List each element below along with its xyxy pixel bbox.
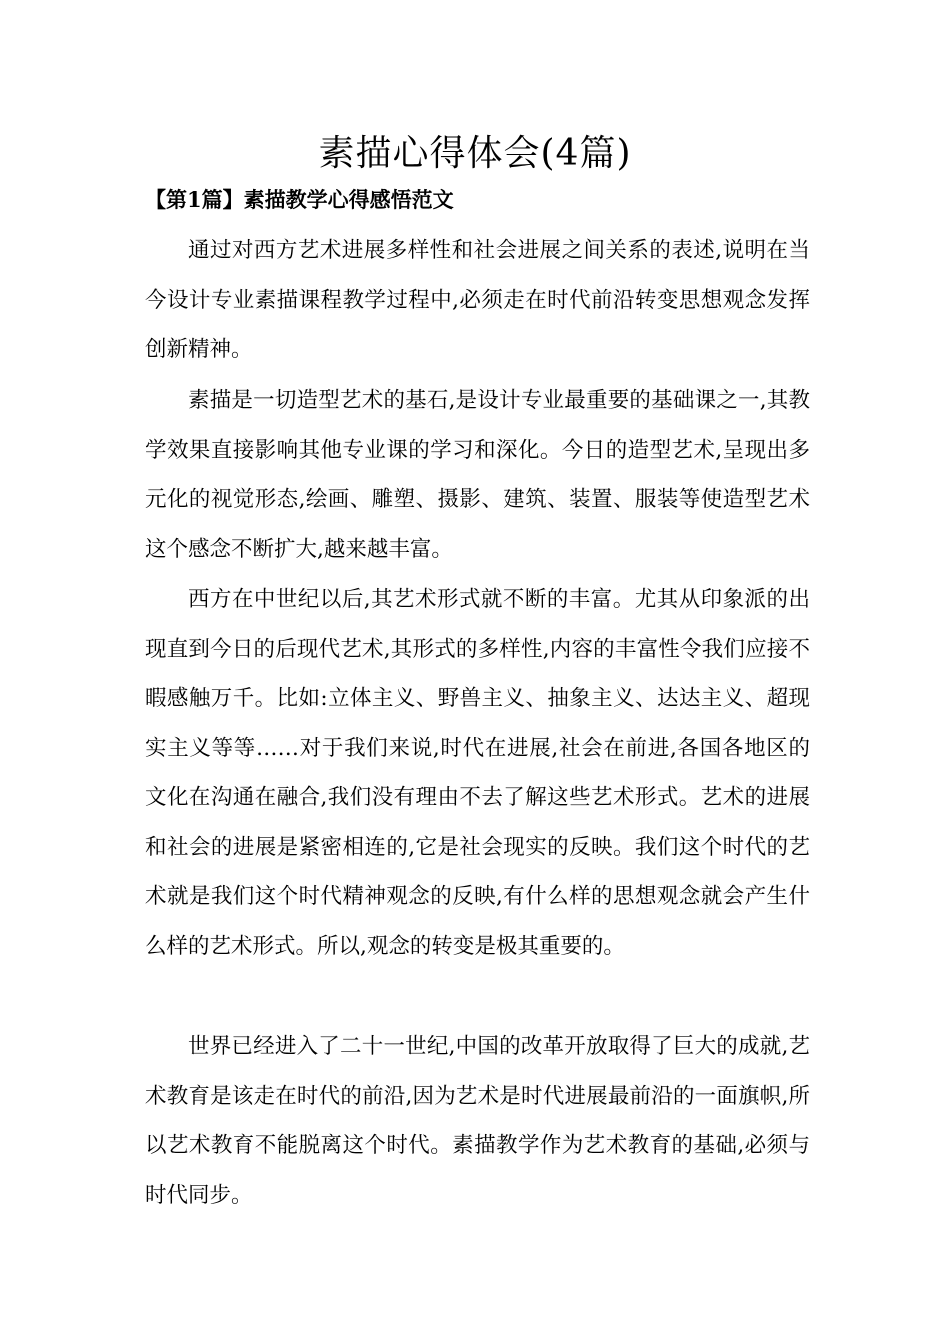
document-title: 素描心得体会(4篇) — [318, 133, 632, 174]
paragraph-2: 素描是一切造型艺术的基石,是设计专业最重要的基础课之一,其教学效果直接影响其他专业课的学习和深化。今日的造型艺术,呈现出多元化的视觉形态,绘画、雕塑、摄影、建筑、装置、服装等使造型艺术这个感念不断扩大,越来越丰富。 — [145, 388, 810, 562]
section-heading: 【第1篇】素描教学心得感悟范文 — [145, 187, 454, 212]
paragraph-1: 通过对西方艺术进展多样性和社会进展之间关系的表述,说明在当今设计专业素描课程教学过程中,必须走在时代前沿转变思想观念发挥创新精神。 — [145, 238, 810, 362]
paragraph-3: 西方在中世纪以后,其艺术形式就不断的丰富。尤其从印象派的出现直到今日的后现代艺术,其形式的多样性,内容的丰富性令我们应接不暇感触万千。比如:立体主义、野兽主义、抽象主义、达达主义、超现实主义等等……对于我们来说,时代在进展,社会在前进,各国各地区的文化在沟通在融合,我们没有理由不去了解这些艺术形式。艺术的进展和社会的进展是紧密相连的,它是社会现实的反映。我们这个时代的艺术就是我们这个时代精神观念的反映,有什么样的思想观念就会产生什么样的艺术形式。所以,观念的转变是极其重要的。 — [145, 587, 810, 959]
paragraph-4: 世界已经进入了二十一世纪,中国的改革开放取得了巨大的成就,艺术教育是该走在时代的前沿,因为艺术是时代进展最前沿的一面旗帜,所以艺术教育不能脱离这个时代。素描教学作为艺术教育的基础,必须与时代同步。 — [145, 1034, 810, 1208]
